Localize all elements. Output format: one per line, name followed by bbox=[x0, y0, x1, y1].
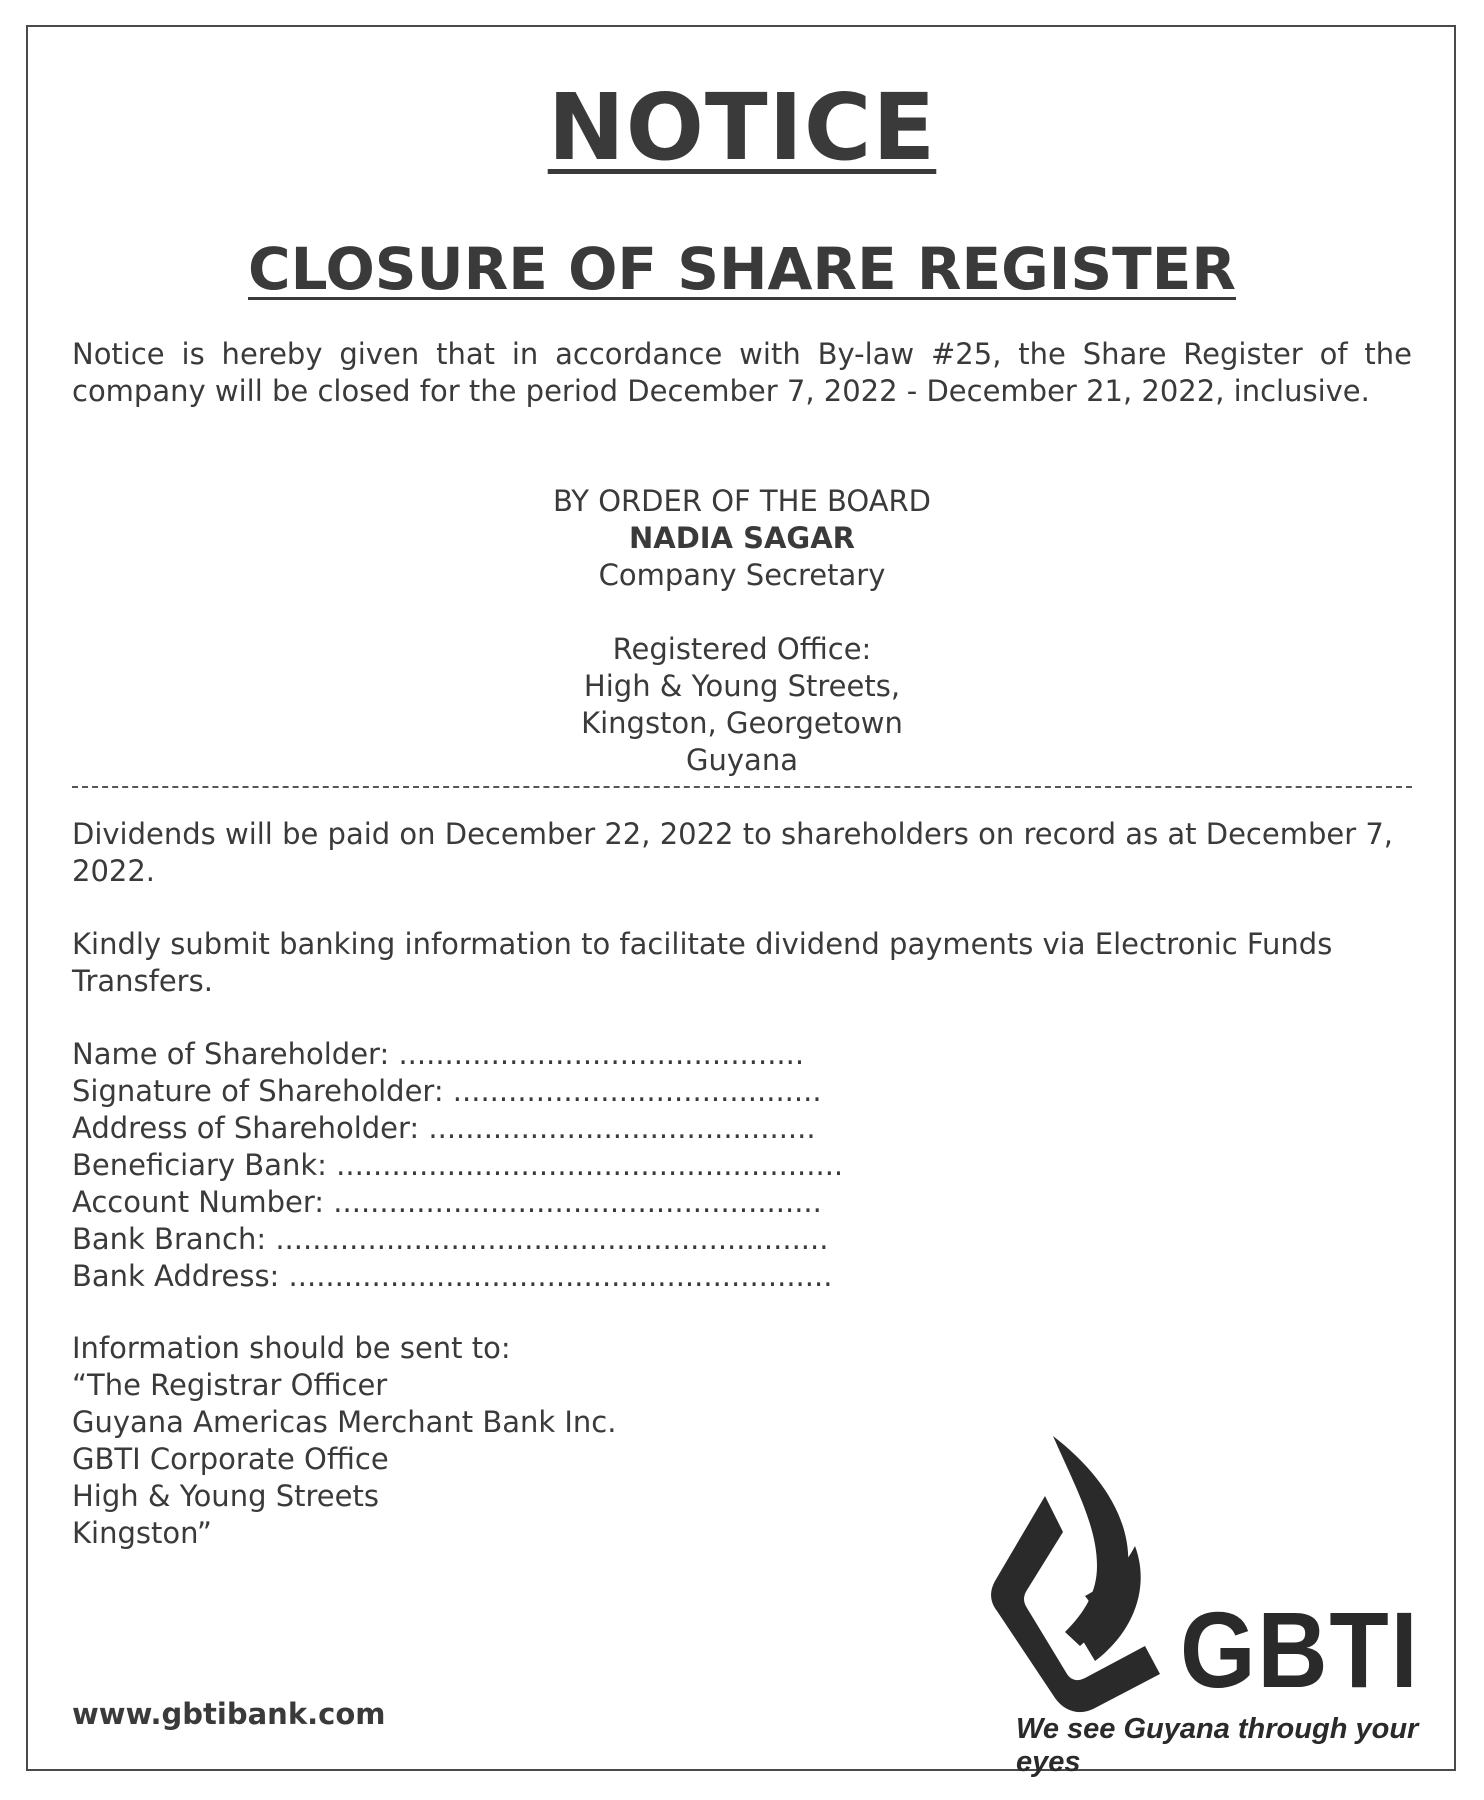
website-link[interactable]: www.gbtibank.com bbox=[72, 1697, 386, 1731]
dashed-divider bbox=[72, 786, 1412, 788]
form-field-bank-address: Bank Address: ........................................................... bbox=[72, 1259, 833, 1293]
send-to-line: Guyana Americas Merchant Bank Inc. bbox=[72, 1405, 617, 1439]
form-field-bank: Beneficiary Bank: ....................................................... bbox=[72, 1148, 844, 1182]
secretary-role: Company Secretary bbox=[598, 558, 886, 592]
notice-title: NOTICE bbox=[547, 74, 937, 181]
form-field-account: Account Number: ..................................................... bbox=[72, 1185, 822, 1219]
notice-subtitle: CLOSURE OF SHARE REGISTER bbox=[248, 235, 1236, 303]
gbti-tagline: We see Guyana through your eyes bbox=[1016, 1713, 1419, 1778]
form-field-signature: Signature of Shareholder: ........................................ bbox=[72, 1074, 822, 1108]
registered-office-block bbox=[0, 631, 1484, 779]
banking-request-paragraph: Kindly submit banking information to facilitate dividend payments via Electronic Funds Transfers. bbox=[72, 927, 1333, 998]
office-heading: Registered Office: bbox=[612, 632, 872, 666]
send-to-heading: Information should be sent to: bbox=[72, 1331, 511, 1365]
send-to-line: Kingston” bbox=[72, 1516, 212, 1550]
gbti-logo-text: GBTI bbox=[1180, 1589, 1420, 1710]
office-line: Kingston, Georgetown bbox=[581, 706, 903, 740]
office-line: High & Young Streets, bbox=[583, 669, 901, 703]
secretary-name: NADIA SAGAR bbox=[628, 521, 856, 555]
signature-block bbox=[0, 483, 1484, 594]
form-field-name: Name of Shareholder: ............................................ bbox=[72, 1037, 805, 1071]
closure-paragraph: Notice is hereby given that in accordance with By-law #25, the Share Register of the company will be closed for the period December 7, 2022 - December 21, 2022, inclusive. bbox=[72, 337, 1412, 408]
by-order-line: BY ORDER OF THE BOARD bbox=[552, 484, 932, 518]
send-to-line: High & Young Streets bbox=[72, 1479, 379, 1513]
banking-form bbox=[72, 1036, 972, 1295]
form-field-branch: Bank Branch: ............................................................ bbox=[72, 1222, 829, 1256]
send-to-line: GBTI Corporate Office bbox=[72, 1442, 389, 1476]
send-to-block bbox=[72, 1330, 872, 1552]
form-field-address: Address of Shareholder: .......................................... bbox=[72, 1111, 816, 1145]
send-to-line: “The Registrar Officer bbox=[72, 1368, 388, 1402]
office-line: Guyana bbox=[686, 743, 798, 777]
dividends-paragraph: Dividends will be paid on December 22, 2022 to shareholders on record as at December 7, 2022. bbox=[72, 817, 1394, 888]
